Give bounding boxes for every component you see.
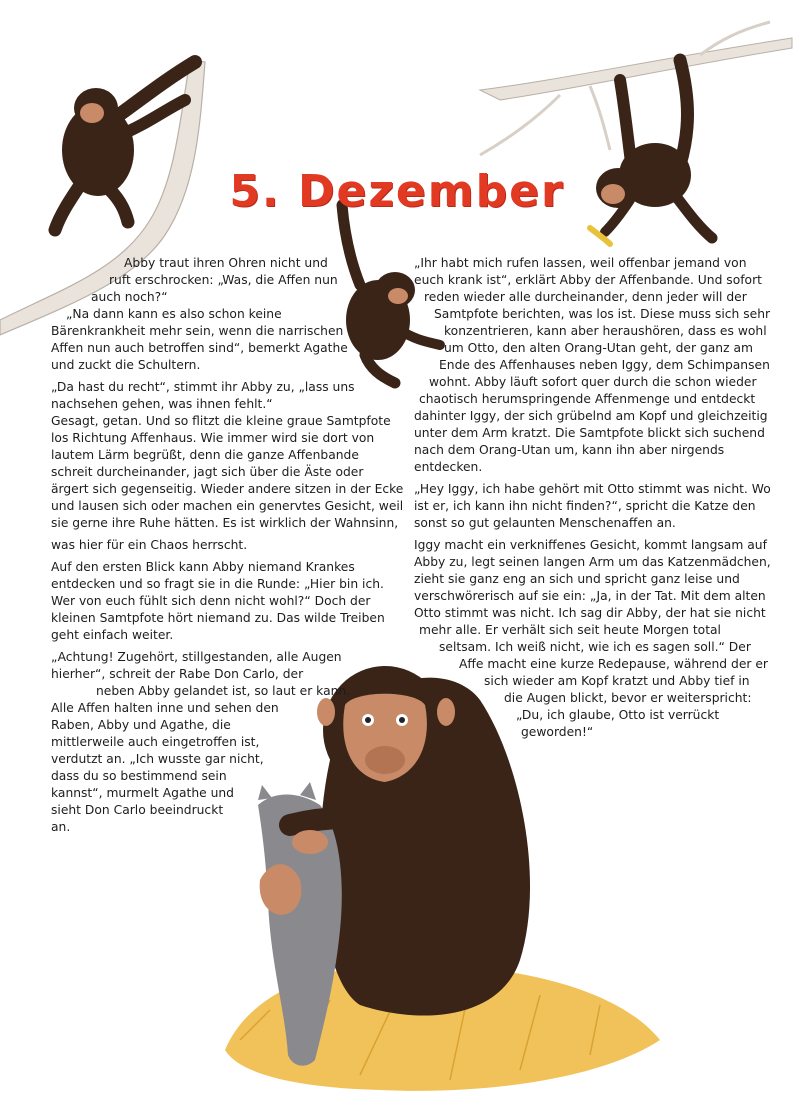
right-line: dahinter Iggy, der sich grübelnd am Kopf und gleichzeitig — [414, 409, 768, 423]
right-line: unter dem Arm kratzt. Die Samtpfote blickt sich suchend — [414, 426, 765, 440]
right-line: nach dem Orang-Utan um, kann ihn aber nirgends — [414, 443, 725, 457]
right-line: mehr alle. Er verhält sich seit heute Morgen total — [419, 623, 721, 637]
left-line: kleinen Samtpfote hört niemand zu. Das wilde Treiben — [51, 611, 385, 625]
right-line: zieht sie ganz eng an sich und spricht ganz leise und — [414, 572, 740, 586]
right-line: „Du, ich glaube, Otto ist verrückt — [516, 708, 720, 722]
left-line: neben Abby gelandet ist, so laut er kann. — [96, 684, 351, 698]
right-line: „Ihr habt mich rufen lassen, weil offenbar jemand von — [414, 256, 747, 270]
right-line: euch krank ist“, erklärt Abby der Affenbande. Und sofort — [414, 273, 762, 287]
left-line: ärgert sich gegenseitig. Wieder andere sitzen in der Ecke — [51, 482, 404, 496]
left-line: Wer von euch fühlt sich denn nicht wohl?“ Doch der — [51, 594, 371, 608]
page-title: 5. Dezember — [229, 166, 565, 217]
right-line: Otto stimmt was nicht. Ich sag dir Abby, der hat sie nicht — [414, 606, 766, 620]
left-line: schreit durcheinander, jagt sich über die Äste oder — [51, 465, 364, 479]
right-line: Affe macht eine kurze Redepause, während der er — [459, 657, 768, 671]
right-line: „Hey Iggy, ich habe gehört mit Otto stimmt was nicht. Wo — [414, 482, 771, 496]
left-line: Gesagt, getan. Und so flitzt die kleine graue Samtpfote — [51, 414, 391, 428]
right-line: Abby zu, legt seinen langen Arm um das Katzenmädchen, — [414, 555, 771, 569]
left-line: „Achtung! Zugehört, stillgestanden, alle Augen — [51, 650, 342, 664]
right-line: seltsam. Ich weiß nicht, wie ich es sagen soll.“ Der — [439, 640, 751, 654]
left-line: verdutzt an. „Ich wusste gar nicht, — [51, 752, 264, 766]
left-line: was hier für ein Chaos herrscht. — [51, 538, 248, 552]
left-line: Raben, Abby und Agathe, die — [51, 718, 231, 732]
left-line: entdecken und so fragt sie in die Runde: „Hier bin ich. — [51, 577, 384, 591]
right-line: Samtpfote berichten, was los ist. Diese muss sich sehr — [434, 307, 771, 321]
left-line: hierher“, schreit der Rabe Don Carlo, der — [51, 667, 304, 681]
right-line: die Augen blickt, bevor er weiterspricht: — [504, 691, 752, 705]
left-line: „Na dann kann es also schon keine — [66, 307, 282, 321]
chimpanzee-hugging-cat-icon — [225, 666, 660, 1091]
left-line: mittlerweile auch eingetroffen ist, — [51, 735, 260, 749]
left-line: Auf den ersten Blick kann Abby niemand Krankes — [51, 560, 355, 574]
right-line: verschwörerisch auf sie ein: „Ja, in der Tat. Mit dem alten — [414, 589, 766, 603]
right-line: sonst so gut gelaunten Menschenaffen an. — [414, 516, 676, 530]
left-line: sieht Don Carlo beeindruckt — [51, 803, 224, 817]
right-line: reden wieder alle durcheinander, denn jeder will der — [424, 290, 747, 304]
left-line: Abby traut ihren Ohren nicht und — [124, 256, 328, 270]
left-line: auch noch?“ — [91, 290, 168, 304]
right-line: chaotisch herumspringende Affenmenge und entdeckt — [419, 392, 756, 406]
left-line: Bärenkrankheit mehr sein, wenn die narrischen — [51, 324, 344, 338]
right-line: sich wieder am Kopf kratzt und Abby tief in — [484, 674, 750, 688]
left-line: Alle Affen halten inne und sehen den — [51, 701, 279, 715]
left-line: sie gerne ihre Ruhe hätten. Es ist wirklich der Wahnsinn, — [51, 516, 399, 530]
left-line: und zuckt die Schultern. — [51, 358, 201, 372]
right-line: um Otto, den alten Orang-Utan geht, der ganz am — [444, 341, 753, 355]
left-line: lautem Lärm begrüßt, denn die ganze Affenbande — [51, 448, 359, 462]
left-line: dass du so bestimmend sein — [51, 769, 227, 783]
right-line: konzentrieren, kann aber heraushören, dass es wohl — [444, 324, 767, 338]
left-line: kannst“, murmelt Agathe und — [51, 786, 234, 800]
left-line: nachsehen gehen, was ihnen fehlt.“ — [51, 397, 273, 411]
right-line: wohnt. Abby läuft sofort quer durch die schon wieder — [429, 375, 757, 389]
left-line: geht einfach weiter. — [51, 628, 174, 642]
left-line: und lausen sich oder machen ein genervtes Gesicht, weil — [51, 499, 404, 513]
right-line: Ende des Affenhauses neben Iggy, dem Schimpansen — [439, 358, 770, 372]
right-line: entdecken. — [414, 460, 483, 474]
left-line: ruft erschrocken: „Was, die Affen nun — [109, 273, 338, 287]
right-line: Iggy macht ein verkniffenes Gesicht, kommt langsam auf — [414, 538, 767, 552]
left-line: Affen nun auch betroffen sind“, bemerkt Agathe — [51, 341, 348, 355]
left-line: „Da hast du recht“, stimmt ihr Abby zu, „lass uns — [51, 380, 355, 394]
right-line: geworden!“ — [521, 725, 594, 739]
left-line: an. — [51, 820, 71, 834]
right-line: ist er, ich kann ihn nicht finden?“, spricht die Katze den — [414, 499, 756, 513]
left-line: los Richtung Affenhaus. Wie immer wird sie dort von — [51, 431, 375, 445]
